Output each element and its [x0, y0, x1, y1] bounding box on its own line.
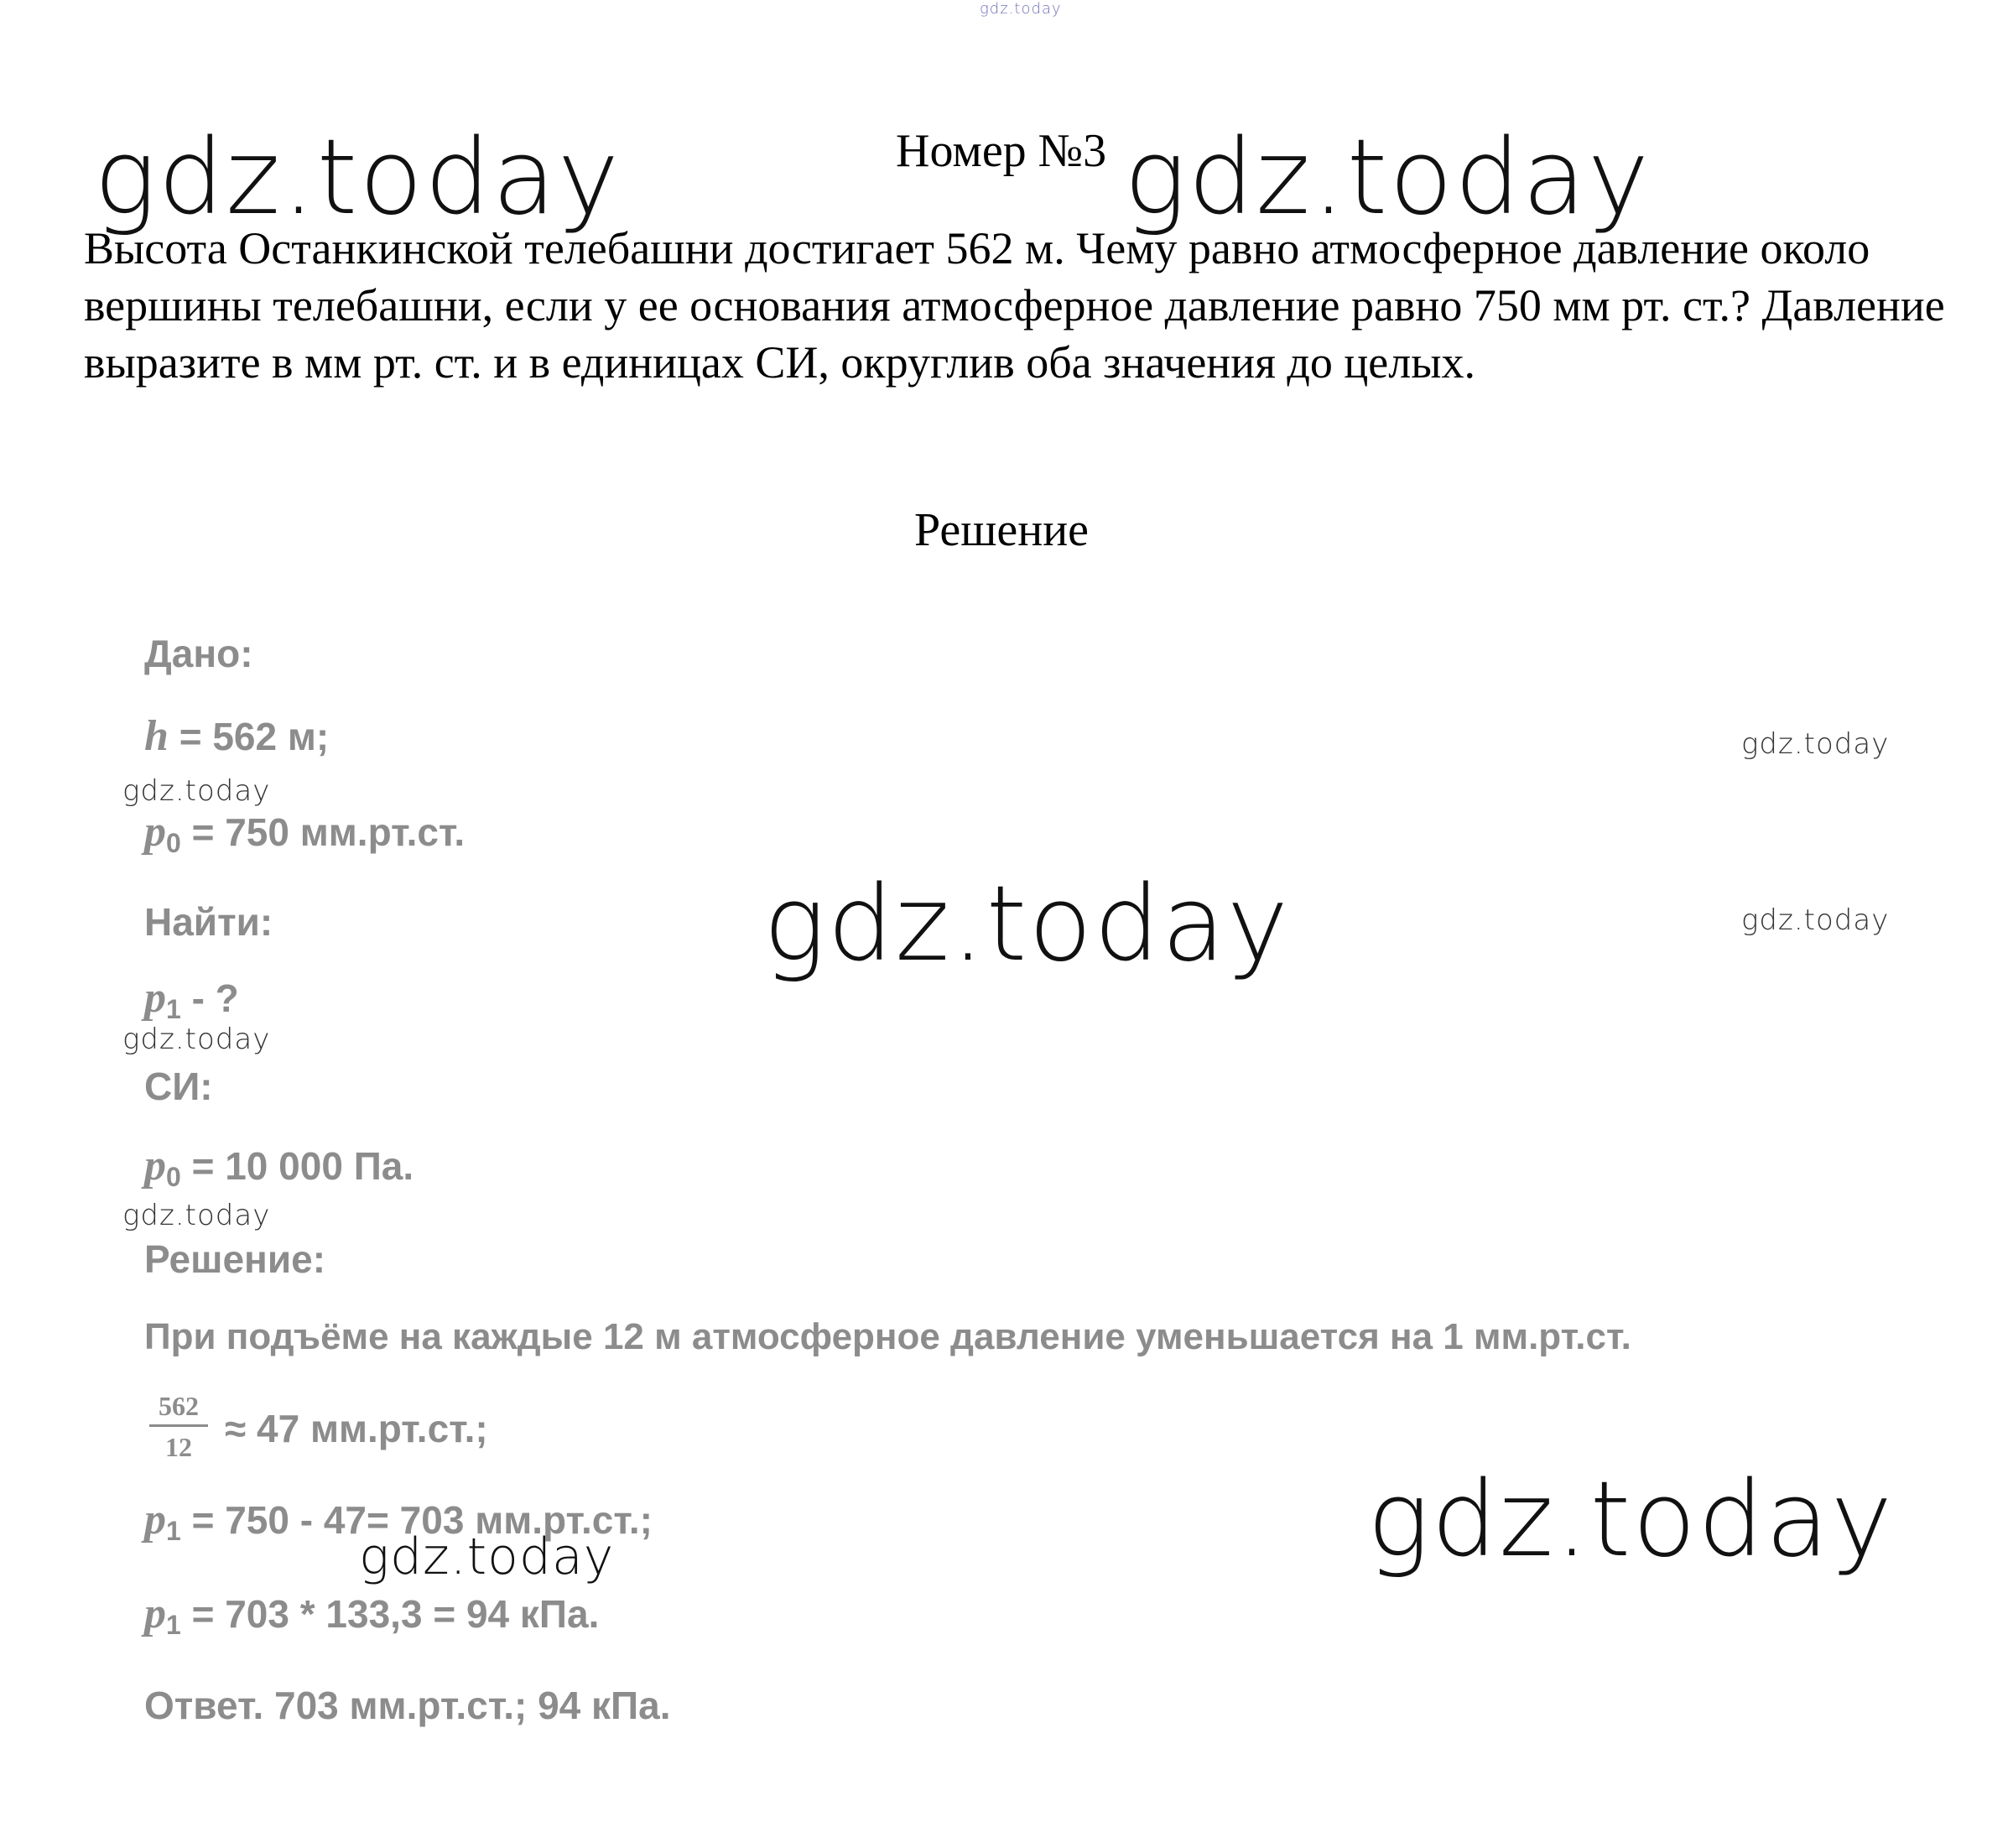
watermark-header-right: gdz.today	[1124, 117, 1651, 238]
given-label: Дано:	[144, 632, 253, 675]
fraction	[149, 1393, 208, 1460]
sub-1: 1	[166, 1610, 181, 1640]
calc-p1-line1	[144, 1498, 653, 1544]
problem-text: Высота Останкинской телебашни достигает 562 м. Чему равно атмосферное давление около вершины телебашни, если у ее основания атмосферное давление равно 750 мм рт. ст.? Давление выразите в мм рт. ст. и в единицах СИ, округлив оба значения до целых.	[84, 223, 1945, 388]
calc-p1-value1: = 750 - 47= 703 мм.рт.ст.;	[180, 1498, 653, 1542]
solution-heading: Решение	[914, 504, 1090, 556]
fraction-bar	[149, 1424, 208, 1427]
solution-explanation: При подъёме на каждые 12 м атмосферное давление уменьшается на 1 мм.рт.ст.	[144, 1316, 1631, 1357]
given-p0-value: = 750 мм.рт.ст.	[180, 810, 466, 854]
sub-0: 0	[166, 1162, 181, 1192]
var-p: p	[144, 808, 166, 856]
calc-p1-line2	[144, 1592, 599, 1638]
watermark-left-1: gdz.today	[122, 774, 271, 808]
sub-1: 1	[166, 994, 181, 1024]
var-p: p	[144, 1142, 166, 1189]
watermark-left-2: gdz.today	[122, 1023, 271, 1056]
watermark-header-left: gdz.today	[94, 117, 622, 238]
watermark-mid-center: gdz.today	[763, 864, 1291, 985]
sub-0: 0	[166, 828, 181, 858]
given-p0	[144, 810, 465, 856]
given-h-value: = 562 м;	[168, 715, 330, 758]
problem-number: Номер №3	[896, 125, 1107, 177]
watermark-top: gdz.today	[980, 0, 1062, 18]
si-p0-value: = 10 000 Па.	[180, 1144, 414, 1188]
var-p: p	[144, 1590, 166, 1637]
var-p: p	[144, 1496, 166, 1543]
watermark-lower-right: gdz.today	[1367, 1460, 1895, 1580]
answer: Ответ. 703 мм.рт.ст.; 94 кПа.	[144, 1684, 671, 1727]
watermark-lower-center: gdz.today	[359, 1528, 615, 1586]
find-label: Найти:	[144, 900, 273, 944]
given-h	[144, 712, 330, 760]
watermark-left-3: gdz.today	[122, 1199, 271, 1232]
calc-p1-value2: = 703 * 133,3 = 94 кПа.	[180, 1592, 600, 1636]
var-h: h	[144, 712, 169, 760]
find-p1	[144, 976, 239, 1023]
sub-1: 1	[166, 1516, 181, 1546]
fraction-result: ≈ 47 мм.рт.ст.;	[225, 1407, 488, 1450]
var-p: p	[144, 974, 166, 1022]
si-label: СИ:	[144, 1065, 213, 1108]
si-p0	[144, 1144, 414, 1190]
watermark-right-2: gdz.today	[1741, 903, 1890, 937]
fraction-denominator: 12	[165, 1432, 192, 1462]
find-p1-value: - ?	[180, 976, 239, 1020]
solution-label: Решение:	[144, 1237, 326, 1281]
watermark-right-1: gdz.today	[1741, 727, 1890, 761]
fraction-numerator: 562	[159, 1391, 199, 1421]
